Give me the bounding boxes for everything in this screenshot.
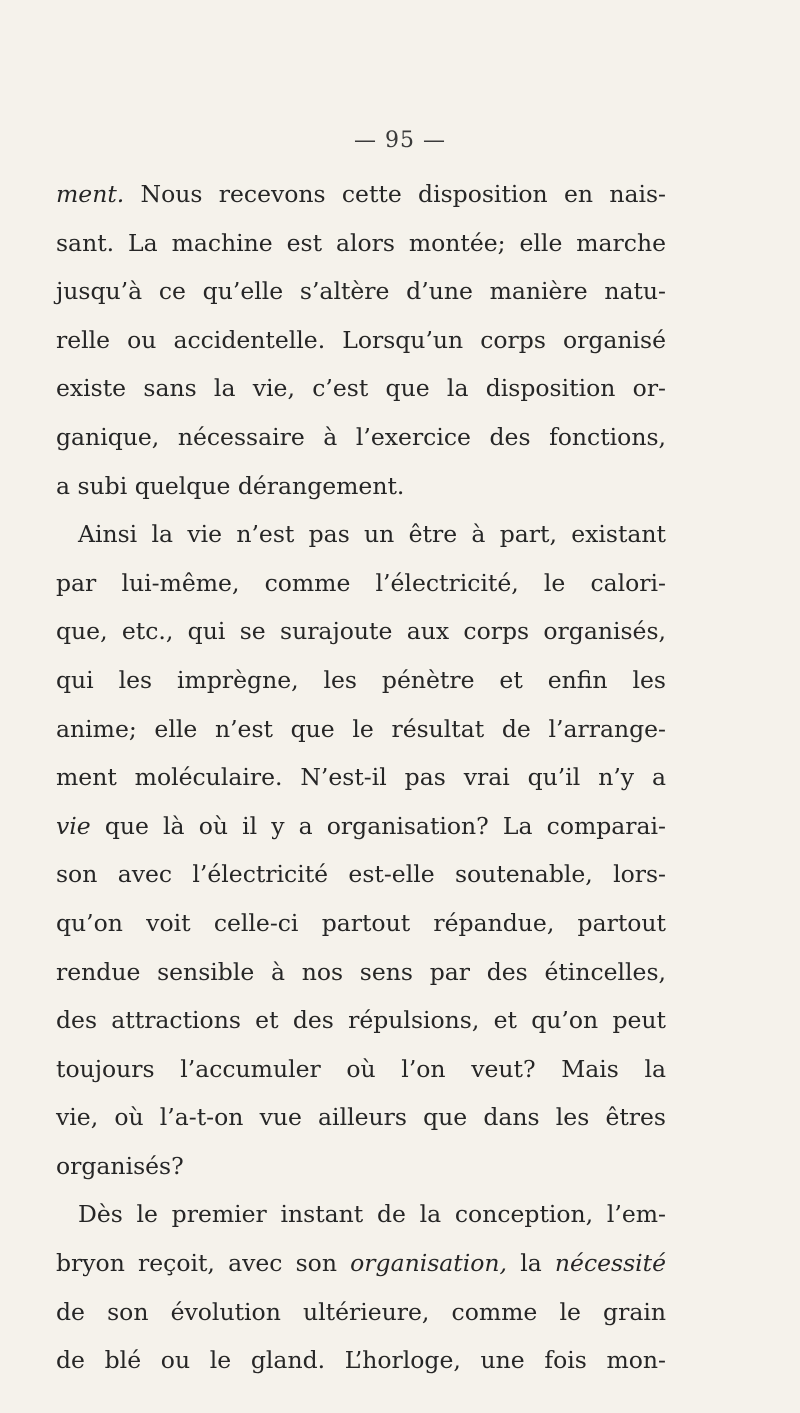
text-line: organisés?	[56, 1151, 184, 1180]
text-line: qui les imprègne, les pénètre et enfin les	[56, 665, 666, 694]
text-line: a subi quelque dérangement.	[56, 471, 405, 500]
text-line: sant. La machine est alors montée; elle marche	[56, 228, 666, 257]
italic-word: vie	[56, 811, 91, 840]
text-line	[56, 1239, 666, 1288]
page-number: — 95 —	[354, 128, 446, 153]
text-line: de blé ou le gland. L’horloge, une fois mon-	[56, 1346, 666, 1375]
text-line: qu’on voit celle-ci partout répandue, partout	[56, 908, 666, 937]
italic-word: nécessité	[554, 1249, 667, 1278]
text-line	[56, 170, 666, 219]
text-line: Dès le premier instant de la conception, l’em-	[78, 1200, 666, 1229]
text-line: relle ou accidentelle. Lorsqu’un corps organisé	[56, 325, 666, 354]
text-line: rendue sensible à nos sens par des étincelles,	[56, 957, 666, 986]
text-line: son avec l’électricité est-elle soutenable, lors-	[56, 860, 666, 889]
line-text: que là où il y a organisation? La comparai-	[90, 811, 666, 840]
text-line: que, etc., qui se surajoute aux corps organisés,	[56, 617, 666, 646]
text-line: vie, où l’a-t-on vue ailleurs que dans les êtres	[56, 1103, 666, 1132]
text-line: par lui-même, comme l’électricité, le calori-	[56, 568, 666, 597]
italic-word: ment.	[56, 180, 125, 208]
italic-word: organisation,	[350, 1249, 508, 1278]
text-line: ganique, nécessaire à l’exercice des fonctions,	[56, 422, 666, 451]
text-line: ment moléculaire. N’est-il pas vrai qu’il n’y a	[56, 763, 666, 792]
text-line: de son évolution ultérieure, comme le grain	[56, 1297, 666, 1326]
text-line: jusqu’à ce qu’elle s’altère d’une manière natu-	[56, 277, 666, 306]
line-text: Nous recevons cette disposition en nais-	[124, 180, 666, 208]
body-text	[56, 170, 666, 1385]
text-line: toujours l’accumuler où l’on veut? Mais la	[56, 1054, 666, 1083]
text-line: des attractions et des répulsions, et qu’on peut	[56, 1006, 666, 1035]
text-line: Ainsi la vie n’est pas un être à part, existant	[78, 520, 666, 549]
text-line: anime; elle n’est que le résultat de l’arrange-	[56, 714, 666, 743]
line-text: bryon reçoit, avec son	[56, 1249, 351, 1278]
line-text: la	[507, 1249, 555, 1278]
text-line	[56, 802, 666, 851]
text-line: existe sans la vie, c’est que la disposition or-	[56, 374, 666, 403]
